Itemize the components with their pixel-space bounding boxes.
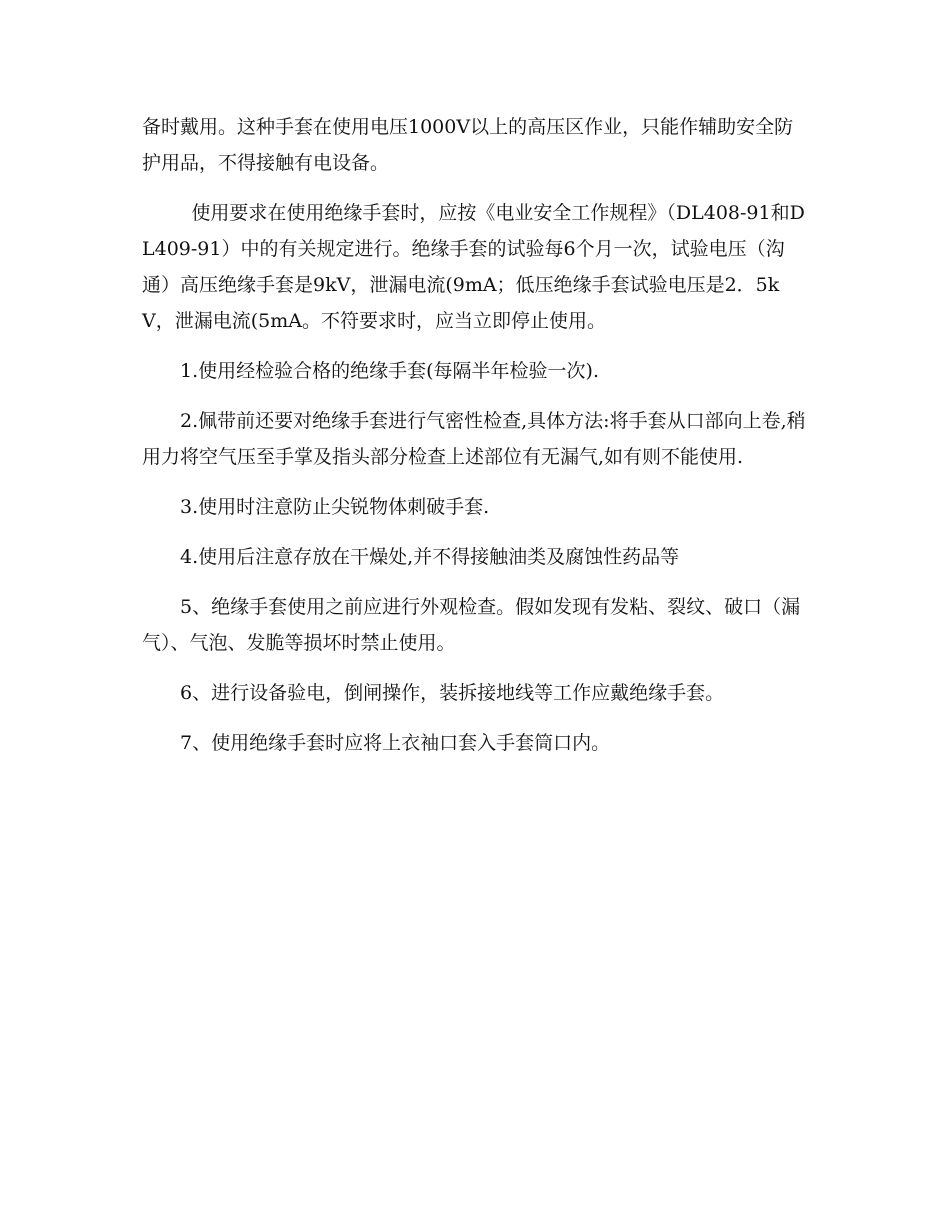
paragraph-continuation: 备时戴用。这种手套在使用电压1000V以上的高压区作业，只能作辅助安全防护用品，不得接触有电设备。 xyxy=(142,116,794,174)
list-item-2: 2.佩带前还要对绝缘手套进行气密性检查,具体方法:将手套从口部向上卷,稍用力将空气压至手掌及指头部分检查上述部位有无漏气,如有则不能使用. xyxy=(142,410,806,468)
list-item-6: 6、进行设备验电，倒闸操作，装拆接地线等工作应戴绝缘手套。 xyxy=(180,682,725,704)
paragraph-usage-requirements: 使用要求在使用绝缘手套时，应按《电业安全工作规程》（DL408-91和DL409-91）中的有关规定进行。绝缘手套的试验每6个月一次，试验电压（沟通）高压绝缘手套是9kV，泄漏电流(9mA；低压绝缘手套试验电压是2．5kV，泄漏电流(5mA。不符要求时，应当立即停止使用。 xyxy=(142,202,805,332)
list-item-7: 7、使用绝缘手套时应将上衣袖口套入手套筒口内。 xyxy=(180,732,611,754)
list-item-1: 1.使用经检验合格的绝缘手套(每隔半年检验一次). xyxy=(180,360,599,382)
list-item-3: 3.使用时注意防止尖锐物体刺破手套. xyxy=(180,496,490,518)
list-item-4: 4.使用后注意存放在干燥处,并不得接触油类及腐蚀性药品等 xyxy=(180,546,680,568)
document-body xyxy=(142,109,807,775)
list-item-5: 5、绝缘手套使用之前应进行外观检查。假如发现有发粘、裂纹、破口（漏气）、气泡、发脆等损坏时禁止使用。 xyxy=(142,596,801,654)
